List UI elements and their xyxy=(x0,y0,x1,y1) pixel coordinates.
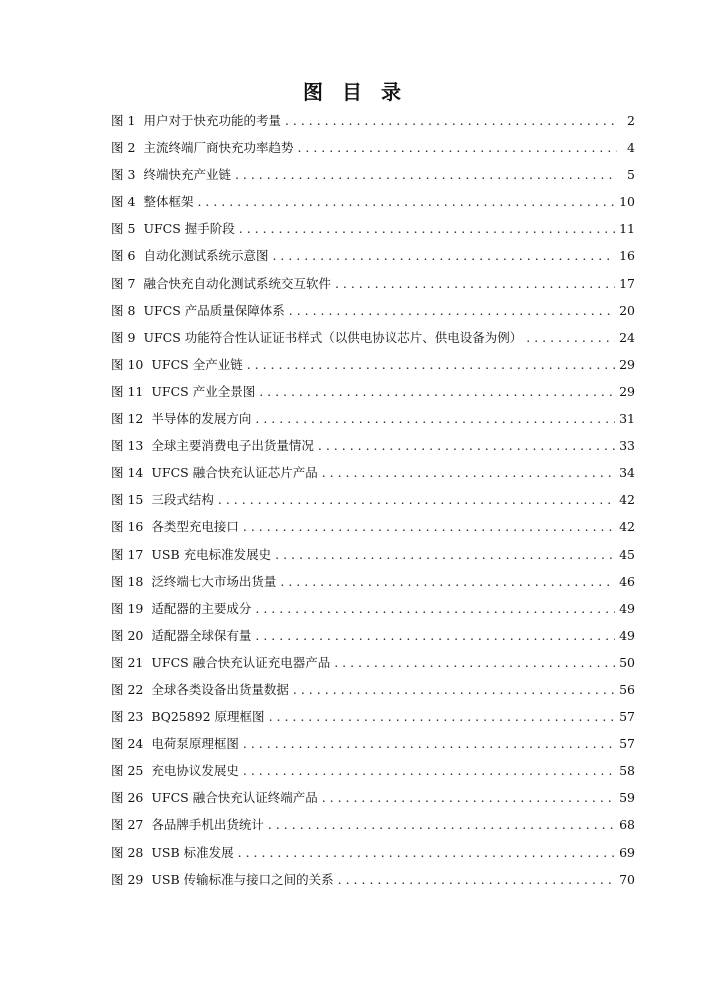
page-number: 11 xyxy=(619,221,635,237)
dot-leader xyxy=(334,655,615,670)
page-number: 42 xyxy=(619,492,635,508)
figure-title: 适配器的主要成分 xyxy=(151,600,252,616)
dot-leader xyxy=(238,845,615,860)
dot-leader xyxy=(268,817,615,832)
dot-leader xyxy=(218,492,615,507)
page-number: 58 xyxy=(619,763,635,779)
figure-number: 图 9 xyxy=(111,329,136,345)
toc-entry[interactable] xyxy=(111,355,635,382)
figure-title: UFCS 握手阶段 xyxy=(143,221,235,237)
dot-leader xyxy=(280,574,615,589)
figure-number: 图 7 xyxy=(111,275,136,291)
dot-leader xyxy=(243,736,615,751)
dot-leader xyxy=(255,411,615,426)
toc-entry[interactable] xyxy=(111,843,635,870)
page-number: 57 xyxy=(619,736,635,752)
figure-title: UFCS 产品质量保障体系 xyxy=(143,302,285,318)
page-number: 33 xyxy=(619,438,635,454)
figure-number: 图 4 xyxy=(111,194,136,210)
figure-number: 图 15 xyxy=(111,492,144,508)
toc-entry[interactable] xyxy=(111,707,635,734)
figure-list xyxy=(111,111,635,897)
toc-entry[interactable] xyxy=(111,436,635,463)
page-number: 24 xyxy=(619,329,635,345)
page-number: 42 xyxy=(619,519,635,535)
dot-leader xyxy=(197,194,615,209)
page-number: 69 xyxy=(619,844,635,860)
figure-title: 主流终端厂商快充功率趋势 xyxy=(143,140,294,156)
toc-entry[interactable] xyxy=(111,328,635,355)
figure-number: 图 6 xyxy=(111,248,136,264)
toc-entry[interactable] xyxy=(111,165,635,192)
figure-title: 融合快充自动化测试系统交互软件 xyxy=(143,275,331,291)
figure-number: 图 13 xyxy=(111,438,144,454)
page-number: 46 xyxy=(619,573,635,589)
dot-leader xyxy=(259,384,615,399)
figure-number: 图 21 xyxy=(111,654,144,670)
figure-title: 终端快充产业链 xyxy=(143,167,231,183)
figure-number: 图 8 xyxy=(111,302,136,318)
figure-number: 图 25 xyxy=(111,763,144,779)
figure-title: UFCS 融合快充认证终端产品 xyxy=(151,790,318,806)
dot-leader xyxy=(318,438,615,453)
dot-leader xyxy=(243,519,615,534)
toc-entry[interactable] xyxy=(111,653,635,680)
toc-entry[interactable] xyxy=(111,301,635,328)
dot-leader xyxy=(338,872,615,887)
page-number: 31 xyxy=(619,411,635,427)
figure-number: 图 18 xyxy=(111,573,144,589)
dot-leader xyxy=(297,140,617,155)
figure-number: 图 19 xyxy=(111,600,144,616)
figure-number: 图 22 xyxy=(111,681,144,697)
page-number: 68 xyxy=(619,817,635,833)
dot-leader xyxy=(293,682,615,697)
toc-entry[interactable] xyxy=(111,111,635,138)
toc-entry[interactable] xyxy=(111,572,635,599)
figure-number: 图 2 xyxy=(111,140,136,156)
figure-number: 图 23 xyxy=(111,709,144,725)
toc-entry[interactable] xyxy=(111,761,635,788)
figure-number: 图 29 xyxy=(111,871,144,887)
dot-leader xyxy=(269,709,616,724)
toc-entry[interactable] xyxy=(111,680,635,707)
dot-leader xyxy=(526,330,615,345)
toc-entry[interactable] xyxy=(111,545,635,572)
page-number: 57 xyxy=(619,709,635,725)
toc-entry[interactable] xyxy=(111,626,635,653)
dot-leader xyxy=(335,276,615,291)
toc-entry[interactable] xyxy=(111,382,635,409)
figure-number: 图 14 xyxy=(111,465,144,481)
toc-entry[interactable] xyxy=(111,490,635,517)
dot-leader xyxy=(255,601,615,616)
page-number: 5 xyxy=(627,167,635,183)
figure-title: 电荷泵原理框图 xyxy=(151,736,239,752)
figure-title: 各类型充电接口 xyxy=(151,519,239,535)
page-number: 17 xyxy=(619,275,635,291)
page-number: 45 xyxy=(619,546,635,562)
figure-title: 适配器全球保有量 xyxy=(151,627,252,643)
figure-number: 图 26 xyxy=(111,790,144,806)
toc-entry[interactable] xyxy=(111,246,635,273)
page-number: 10 xyxy=(619,194,635,210)
figure-title: BQ25892 原理框图 xyxy=(151,709,265,725)
figure-title: 半导体的发展方向 xyxy=(151,411,252,427)
page-number: 29 xyxy=(619,383,635,399)
toc-entry[interactable] xyxy=(111,517,635,544)
figure-title: 用户对于快充功能的考量 xyxy=(143,113,281,128)
figure-number: 图 10 xyxy=(111,356,144,372)
figure-number: 图 12 xyxy=(111,411,144,427)
page-number: 34 xyxy=(619,465,635,481)
figure-number: 图 28 xyxy=(111,844,144,860)
dot-leader xyxy=(243,763,615,778)
figure-number: 图 5 xyxy=(111,221,136,237)
figure-title: UFCS 产业全景图 xyxy=(151,383,256,399)
page-number: 70 xyxy=(619,871,635,887)
figure-number: 图 20 xyxy=(111,627,144,643)
page-title: 图 目 录 xyxy=(303,80,407,104)
figure-number: 图 24 xyxy=(111,736,144,752)
figure-title: UFCS 功能符合性认证证书样式（以供电协议芯片、供电设备为例） xyxy=(143,329,523,345)
figure-title: 充电协议发展史 xyxy=(151,763,239,779)
dot-leader xyxy=(272,248,615,263)
figure-title: 整体框架 xyxy=(143,194,194,210)
dot-leader xyxy=(322,465,615,480)
page-number: 20 xyxy=(619,302,635,318)
toc-entry[interactable] xyxy=(111,274,635,301)
figure-number: 图 16 xyxy=(111,519,144,535)
page-number: 49 xyxy=(619,600,635,616)
page-number: 56 xyxy=(619,681,635,697)
figure-title: 全球主要消费电子出货量情况 xyxy=(151,438,314,454)
dot-leader xyxy=(247,357,615,372)
dot-leader xyxy=(322,790,615,805)
figure-title: 全球各类设备出货量数据 xyxy=(151,681,289,697)
page-number: 59 xyxy=(619,790,635,806)
toc-entry[interactable] xyxy=(111,463,635,490)
page-number: 50 xyxy=(619,654,635,670)
dot-leader xyxy=(235,167,617,182)
page-number: 4 xyxy=(627,140,635,156)
figure-number: 图 27 xyxy=(111,817,144,833)
toc-entry[interactable] xyxy=(111,599,635,626)
figure-number: 图 3 xyxy=(111,167,136,183)
toc-entry[interactable] xyxy=(111,192,635,219)
figure-number: 图 1 xyxy=(111,113,136,128)
dot-leader xyxy=(239,221,615,236)
page-number: 2 xyxy=(627,113,635,128)
figure-title: USB 传输标准与接口之间的关系 xyxy=(151,871,334,887)
toc-entry[interactable] xyxy=(111,138,635,165)
dot-leader xyxy=(289,303,615,318)
page-number: 49 xyxy=(619,627,635,643)
page-number: 16 xyxy=(619,248,635,264)
figure-number: 图 11 xyxy=(111,383,144,399)
figure-title: USB 标准发展 xyxy=(151,844,234,860)
toc-entry[interactable] xyxy=(111,815,635,842)
figure-title: 各品牌手机出货统计 xyxy=(151,817,264,833)
toc-entry[interactable] xyxy=(111,409,635,436)
dot-leader xyxy=(285,113,617,128)
figure-title: 三段式结构 xyxy=(151,492,214,508)
figure-number: 图 17 xyxy=(111,546,144,562)
toc-entry[interactable] xyxy=(111,219,635,246)
figure-title: UFCS 全产业链 xyxy=(151,356,243,372)
toc-entry[interactable] xyxy=(111,870,635,897)
toc-entry[interactable] xyxy=(111,734,635,761)
dot-leader xyxy=(255,628,615,643)
figure-title: USB 充电标准发展史 xyxy=(151,546,272,562)
figure-title: UFCS 融合快充认证充电器产品 xyxy=(151,654,331,670)
toc-entry[interactable] xyxy=(111,788,635,815)
dot-leader xyxy=(275,547,615,562)
figure-title: 泛终端七大市场出货量 xyxy=(151,573,277,589)
page-number: 29 xyxy=(619,356,635,372)
figure-title: UFCS 融合快充认证芯片产品 xyxy=(151,465,318,481)
figure-title: 自动化测试系统示意图 xyxy=(143,248,269,264)
